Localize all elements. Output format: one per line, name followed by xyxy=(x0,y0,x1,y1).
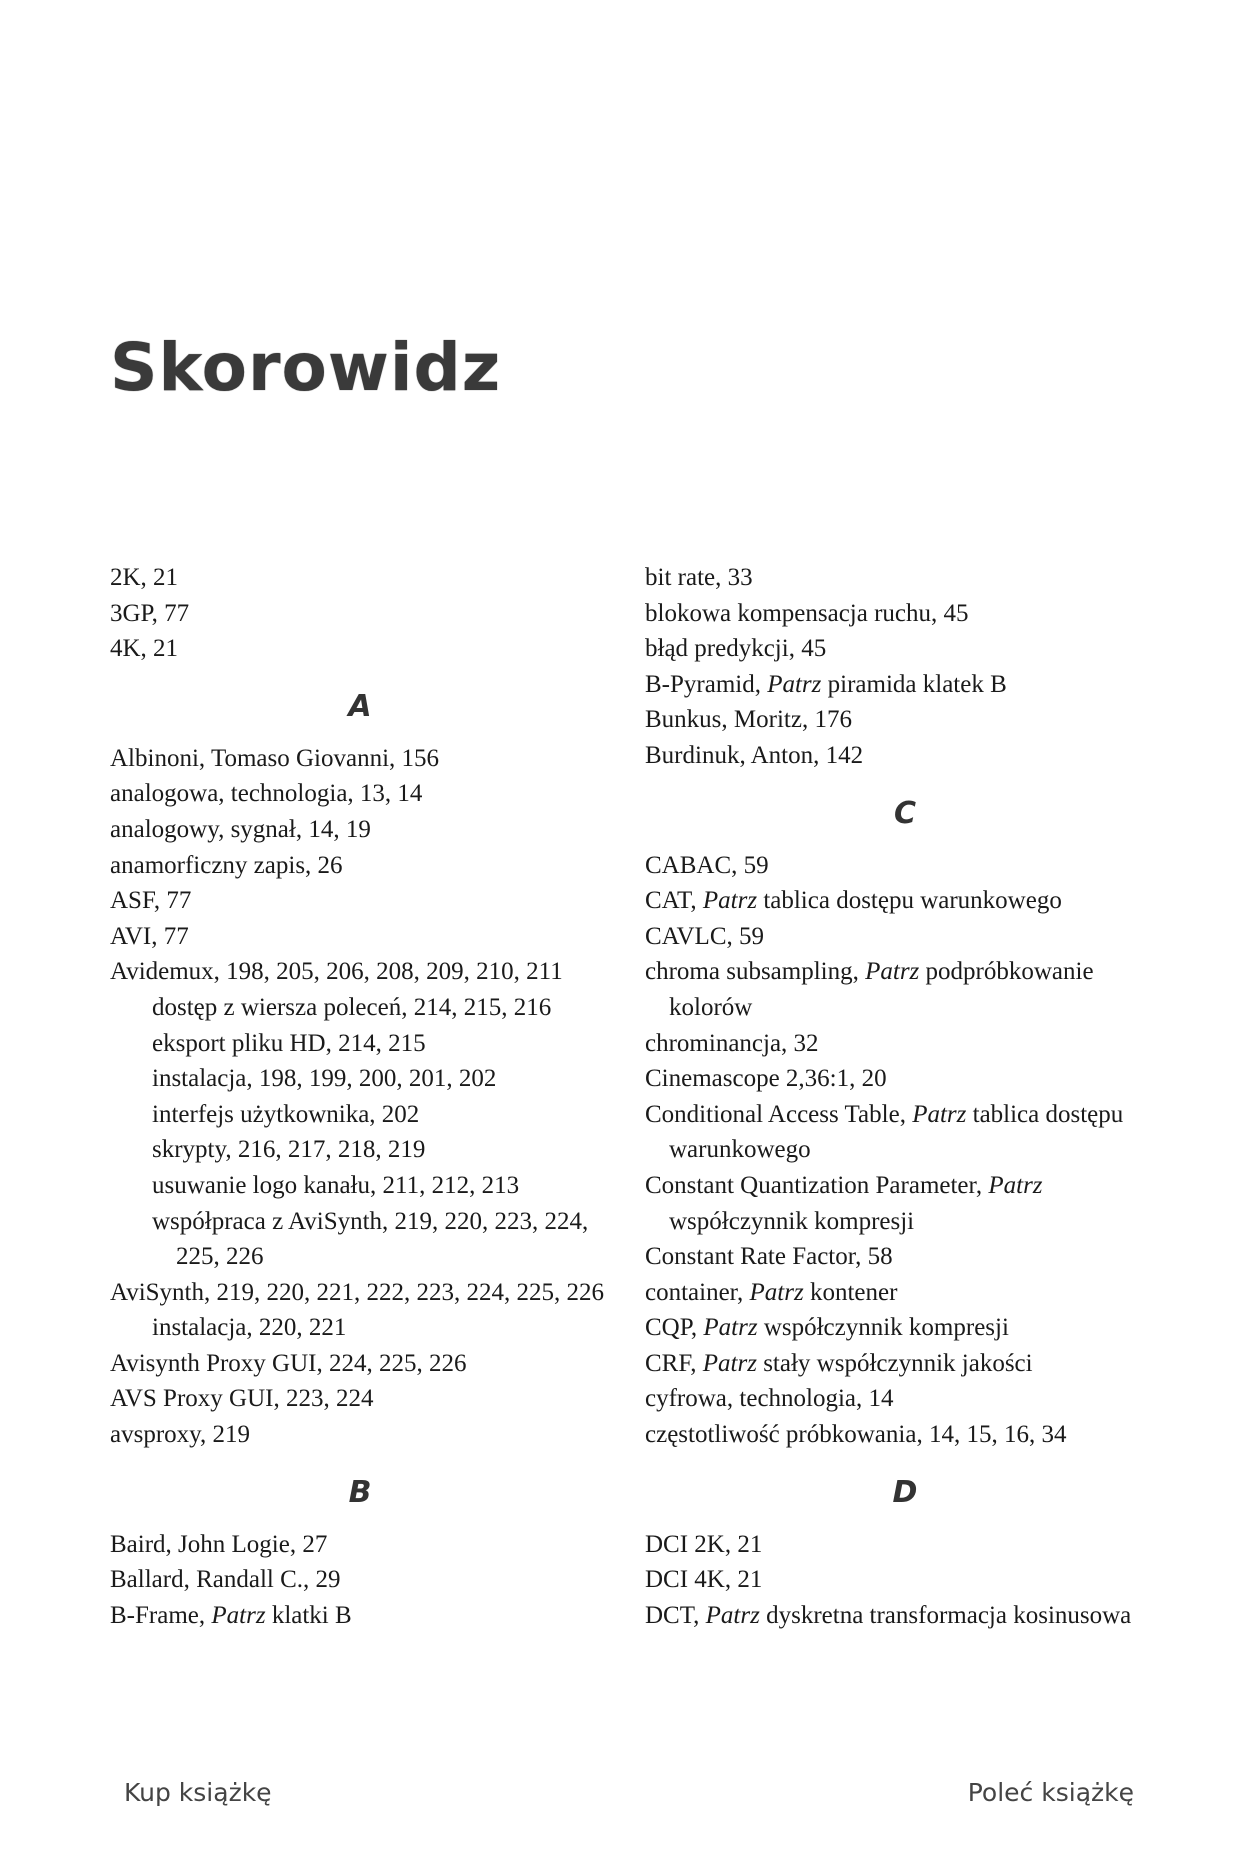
index-subentry: współpraca z AviSynth, 219, 220, 223, 224, 225, 226 xyxy=(152,1207,589,1271)
index-term: container, xyxy=(645,1278,750,1306)
index-entry: blokowa kompensacja ruchu, 45 xyxy=(645,599,969,627)
see-reference-label: Patrz xyxy=(865,958,920,986)
index-subentry: instalacja, 198, 199, 200, 201, 202 xyxy=(152,1065,497,1093)
see-reference-target: tablica dostępu warunkowego xyxy=(669,1100,1124,1164)
section-letter: A xyxy=(348,688,372,724)
index-entry: analogowy, sygnał, 14, 19 xyxy=(110,815,371,843)
index-entry: CABAC, 59 xyxy=(645,851,769,879)
index-subentry: dostęp z wiersza poleceń, 214, 215, 216 xyxy=(152,993,552,1021)
index-subentry: interfejs użytkownika, 202 xyxy=(152,1100,420,1128)
index-entry xyxy=(645,954,1165,1025)
index-entry: Constant Rate Factor, 58 xyxy=(645,1243,893,1271)
index-entry: 4K, 21 xyxy=(110,635,179,663)
index-entry: analogowa, technologia, 13, 14 xyxy=(110,780,423,808)
index-entry: AVI, 77 xyxy=(110,922,189,950)
index-entry: DCI 4K, 21 xyxy=(645,1566,763,1594)
index-entry: Baird, John Logie, 27 xyxy=(110,1530,328,1558)
index-entry: błąd predykcji, 45 xyxy=(645,635,827,663)
index-term: CQP, xyxy=(645,1314,704,1342)
index-term: B-Frame, xyxy=(110,1601,212,1629)
index-entry: Ballard, Randall C., 29 xyxy=(110,1566,341,1594)
index-entry: Albinoni, Tomaso Giovanni, 156 xyxy=(110,744,440,772)
index-column-left xyxy=(110,560,610,1633)
see-reference-target: współczynnik kompresji xyxy=(669,1207,915,1235)
see-reference-target: współczynnik kompresji xyxy=(757,1314,1009,1342)
index-entry: 2K, 21 xyxy=(110,564,179,591)
index-term: chroma subsampling, xyxy=(645,958,866,986)
index-entry xyxy=(645,1275,1165,1311)
index-entry: częstotliwość próbkowania, 14, 15, 16, 34 xyxy=(645,1421,1067,1449)
see-reference-label: Patrz xyxy=(702,887,758,915)
see-reference-label: Patrz xyxy=(703,1314,758,1342)
index-entry: AviSynth, 219, 220, 221, 222, 223, 224, 225, 226 xyxy=(110,1278,604,1306)
index-subentry: instalacja, 220, 221 xyxy=(152,1314,347,1342)
index-entry: avsproxy, 219 xyxy=(110,1421,251,1449)
index-entry: AVS Proxy GUI, 223, 224 xyxy=(110,1385,374,1413)
buy-book-link[interactable]: Kup książkę xyxy=(124,1778,272,1807)
index-entry: Bunkus, Moritz, 176 xyxy=(645,706,852,734)
index-entry: Avidemux, 198, 205, 206, 208, 209, 210, 211 xyxy=(110,958,563,986)
index-entry: chrominancja, 32 xyxy=(645,1029,819,1057)
index-entry xyxy=(645,1346,1165,1382)
index-term: DCT, xyxy=(645,1601,706,1629)
see-reference-target: tablica dostępu warunkowego xyxy=(757,887,1062,915)
see-reference-label: Patrz xyxy=(749,1278,804,1306)
index-subentry: eksport pliku HD, 214, 215 xyxy=(152,1029,426,1057)
index-entry xyxy=(645,1168,1165,1239)
index-entry xyxy=(645,1598,1165,1634)
section-letter: C xyxy=(893,795,917,831)
see-reference-label: Patrz xyxy=(705,1601,760,1629)
index-term: Conditional Access Table, xyxy=(645,1100,913,1128)
index-entry: CAVLC, 59 xyxy=(645,922,765,950)
index-entry xyxy=(110,1598,610,1634)
index-entry: 3GP, 77 xyxy=(110,599,190,627)
section-letter: B xyxy=(348,1474,372,1510)
index-entry: ASF, 77 xyxy=(110,887,192,915)
index-entry xyxy=(645,667,1165,703)
index-entry: bit rate, 33 xyxy=(645,564,753,591)
see-reference-label: Patrz xyxy=(988,1171,1043,1199)
index-subentry: skrypty, 216, 217, 218, 219 xyxy=(152,1136,426,1164)
index-entry: Avisynth Proxy GUI, 224, 225, 226 xyxy=(110,1349,467,1377)
index-term: B-Pyramid, xyxy=(645,670,768,698)
index-entry xyxy=(645,883,1165,919)
index-entry: Burdinuk, Anton, 142 xyxy=(645,741,864,769)
see-reference-target: kontener xyxy=(803,1278,898,1306)
see-reference-target: stały współczynnik jakości xyxy=(756,1349,1033,1377)
section-letter: D xyxy=(892,1474,918,1510)
see-reference-target: podpróbkowanie kolorów xyxy=(669,958,1094,1021)
see-reference-label: Patrz xyxy=(702,1349,757,1377)
index-entry: DCI 2K, 21 xyxy=(645,1530,763,1558)
index-term: CRF, xyxy=(645,1349,703,1377)
see-reference-label: Patrz xyxy=(211,1601,266,1629)
index-entry: Cinemascope 2,36:1, 20 xyxy=(645,1065,887,1093)
index-column-right xyxy=(645,560,1165,1633)
index-entry: anamorficzny zapis, 26 xyxy=(110,851,343,879)
see-reference-label: Patrz xyxy=(767,670,822,698)
page-title: Skorowidz xyxy=(110,329,502,406)
see-reference-label: Patrz xyxy=(912,1100,967,1128)
see-reference-target: dyskretna transformacja kosinusowa xyxy=(759,1601,1132,1629)
index-term: Constant Quantization Parameter, xyxy=(645,1171,989,1199)
index-entry xyxy=(645,1097,1165,1168)
index-term: CAT, xyxy=(645,887,703,915)
index-entry: cyfrowa, technologia, 14 xyxy=(645,1385,894,1413)
index-subentry: usuwanie logo kanału, 211, 212, 213 xyxy=(152,1171,520,1199)
index-entry xyxy=(645,1310,1165,1346)
recommend-book-link[interactable]: Poleć książkę xyxy=(967,1778,1134,1807)
see-reference-target: klatki B xyxy=(265,1601,352,1629)
see-reference-target: piramida klatek B xyxy=(821,670,1007,698)
